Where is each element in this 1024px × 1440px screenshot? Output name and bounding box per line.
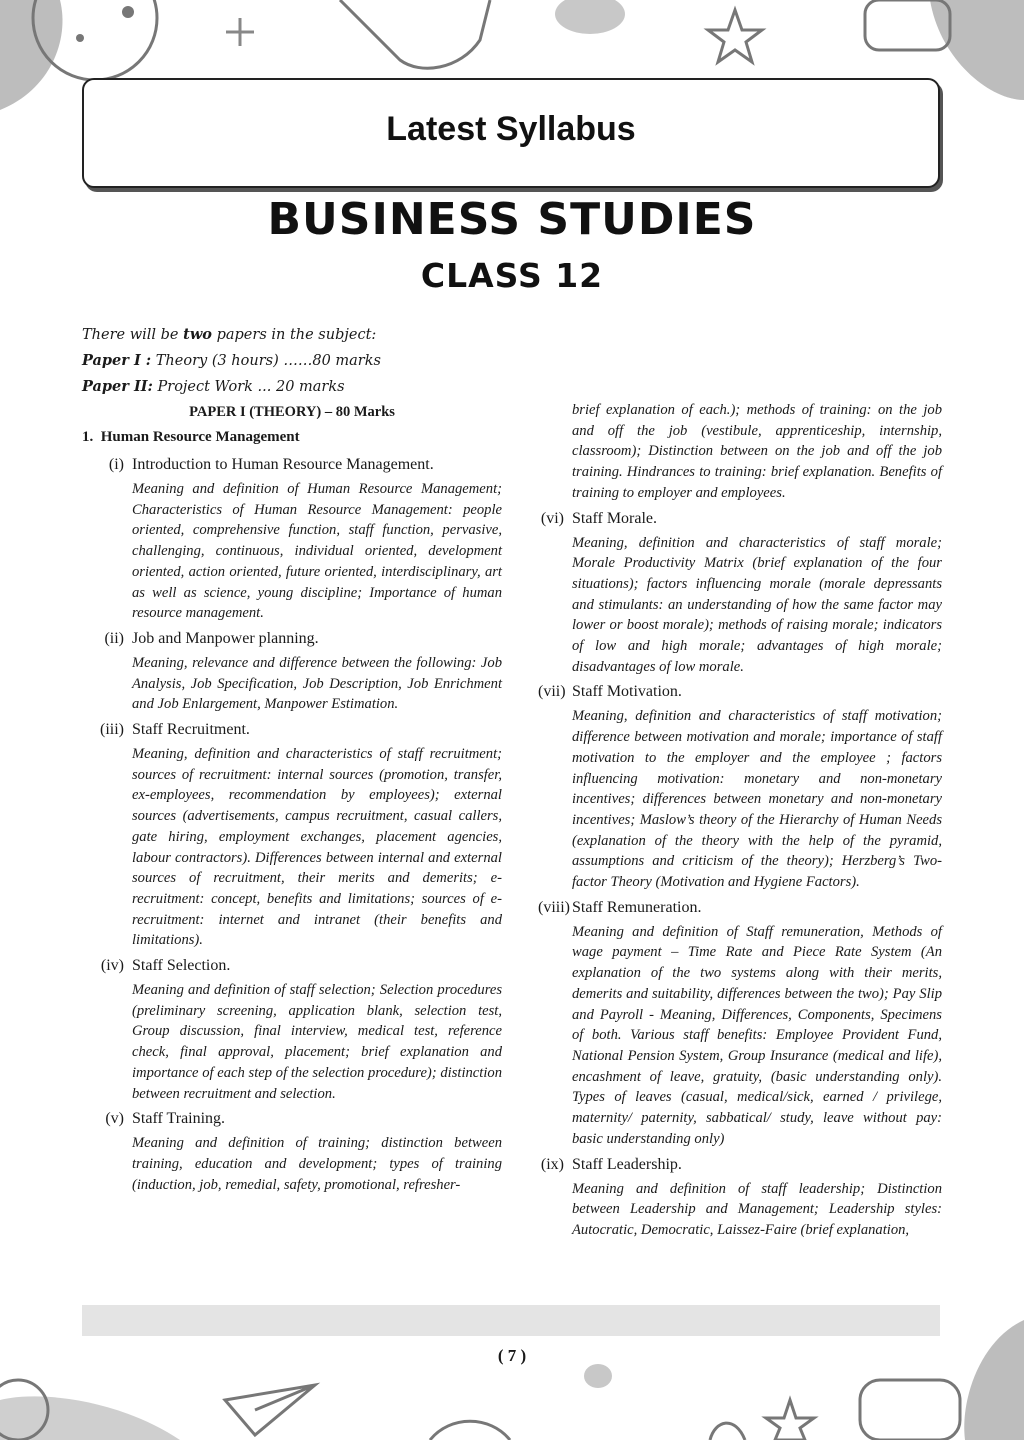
subject-title: BUSINESS STUDIES (267, 194, 757, 245)
topic-description: Meaning and definition of staff selection; Selection procedures (preliminary screening, application blank, selection test, Group discussion, final interview, medical test, reference check, final approval, placement; brief explanation and importance of each step of the selection procedure); distinction between recruitment and selection. (132, 982, 502, 1102)
paper1-label: Paper I : (82, 352, 152, 369)
paper2-label: Paper II: (82, 378, 153, 395)
topic-title: Job and Manpower planning. (132, 629, 319, 647)
topic-description: Meaning, definition and characteristics of staff recruitment; sources of recruitment: internal sources (promotion, transfer, ex-employees, recommendation by employees); external sources (advertisements, campus recruitment, casual callers, gate hiring, employment exchanges, placement agencies, labour contractors). Differences between internal and external sources of recruitment, their merits and demerits; e-recruitment: concept, benefits and limitations; sources of e-recruitment: internet and intranet (their benefits and limitations). (132, 746, 502, 949)
topic-description: Meaning and definition of training; distinction between training, education and development; types of training (induction, job, remedial, safety, promotional, refresher- (132, 1135, 502, 1193)
topic-item (538, 679, 942, 705)
star-doodle-bottom (766, 1400, 814, 1440)
topic-item (538, 506, 942, 532)
topic-item (82, 452, 502, 478)
corner-blob-top-right (930, 0, 1024, 100)
intro-block (82, 322, 522, 400)
right-column (538, 400, 942, 1243)
topic-description: Meaning, definition and characteristics of staff morale; Morale Productivity Matrix (brief explanation of the four situations); factors influencing morale (morale depressants and stimulants: an understanding of how the same factor may lower or boost morale); methods of raising morale; indicators of low and high morale; advantages of high morale; disadvantages of low morale. (572, 534, 942, 675)
topic-title: Staff Motivation. (572, 683, 682, 701)
topic-description: Meaning and definition of staff leadership; Distinction between Leadership and Management; Leadership styles: Autocratic, Democratic, Laissez-Faire (brief explanation, (572, 1180, 942, 1238)
topic-number: (iii) (100, 721, 124, 739)
topic-description: Meaning and definition of Staff remuneration, Methods of wage payment – Time Rate and Piece Rate System (An explanation of the two systems along with their merits, demerits and suitability, differences between the two); Pay Slip and Payroll - Meaning, Differences, Components, Specimens of both. Various staff benefits: Employee Provident Fund, National Pension System, Group Insurance (medical and life), encashment of leave, gratuity, (basic understanding only). Types of leaves (casual, medical/sick, earned / privilege, maternity/ paternity, sabbatical/ study, leave without pay: basic understanding only) (572, 923, 942, 1147)
pencil-doodle (340, 0, 490, 68)
paper1-line: Paper I : Theory (3 hours) ……80 marks (82, 352, 381, 369)
topic-number: (ii) (104, 629, 124, 647)
section-number: 1. (82, 429, 94, 445)
topic-number: (v) (105, 1110, 124, 1128)
paper-plane-doodle (225, 1385, 315, 1435)
topic-number: (iv) (100, 957, 124, 975)
star-doodle (708, 10, 762, 62)
intro-emphasis: two (183, 326, 212, 343)
topic-title: Staff Morale. (572, 509, 658, 527)
topic-description: Meaning and definition of Human Resource Management; Characteristics of Human Resource Management: people oriented, comprehensive function, staff function, pervasive, challenging, continuous, individual oriented, development oriented, action oriented, future oriented, interdisciplinary, art as well as science, young discipline; Importance of human resource management. (132, 481, 502, 622)
corner-blob-bottom-left (0, 1396, 180, 1440)
topic-number: (i) (108, 456, 124, 473)
intro-line: There will be two papers in the subject: (82, 326, 377, 343)
topic-item (82, 626, 502, 652)
topic-title: Staff Selection. (132, 957, 231, 975)
page-number: ( 7 ) (497, 1346, 527, 1365)
topic-title: Staff Leadership. (572, 1155, 682, 1173)
topic-item (82, 717, 502, 743)
class-title: CLASS 12 (420, 256, 604, 295)
plus-doodle (226, 18, 254, 46)
topic-number: (vi) (540, 509, 564, 527)
topic-title: Staff Training. (132, 1110, 226, 1128)
topic-title: Staff Remuneration. (572, 898, 702, 916)
corner-blob-top-left (0, 0, 63, 110)
banner-title: Latest Syllabus (386, 110, 636, 148)
topic-number: (vii) (538, 683, 566, 701)
continued-description: brief explanation of each.); methods of training: on the job and off the job (vestibule, apprenticeship, internship, classroom); Distinction between on the job and off the job training. Hindrances to training: brief explanation. Benefits of training to employer and employees. (572, 402, 942, 501)
topic-description: Meaning, definition and characteristics of staff motivation; difference between motivation and morale; importance of staff motivation to the employer and the employee ; factors influencing motivation: monetary and non-monetary incentives; differences between monetary and non-monetary incentives; Maslow’s theory of the Hierarchy of Human Needs (explanation of the theory with the help of the pyramid, assumptions and criticism of the theory); Herzberg’s Two-factor Theory (Motivation and Hygiene Factors). (572, 708, 942, 891)
section-heading (82, 424, 502, 450)
left-column (82, 400, 502, 1197)
topic-title: Staff Recruitment. (132, 721, 250, 739)
corner-blob-bottom-right (964, 1320, 1024, 1440)
topic-item (82, 1106, 502, 1132)
topic-description: Meaning, relevance and difference between the following: Job Analysis, Job Specification, Job Description, Job Enrichment and Job Enlargement, Manpower Estimation. (132, 654, 502, 713)
topic-number: (viii) (538, 898, 570, 916)
topic-item (82, 953, 502, 979)
footer-bar (82, 1305, 940, 1336)
paper2-line: Paper II: Project Work ... 20 marks (82, 378, 345, 395)
paper-heading: PAPER I (THEORY) – 80 Marks (189, 404, 395, 420)
topic-title: Introduction to Human Resource Management. (132, 456, 434, 473)
topic-item (538, 1152, 942, 1178)
topic-item (538, 895, 942, 921)
section-title: Human Resource Management (100, 429, 300, 445)
syllabus-banner (82, 78, 940, 188)
topic-number: (ix) (540, 1155, 564, 1173)
